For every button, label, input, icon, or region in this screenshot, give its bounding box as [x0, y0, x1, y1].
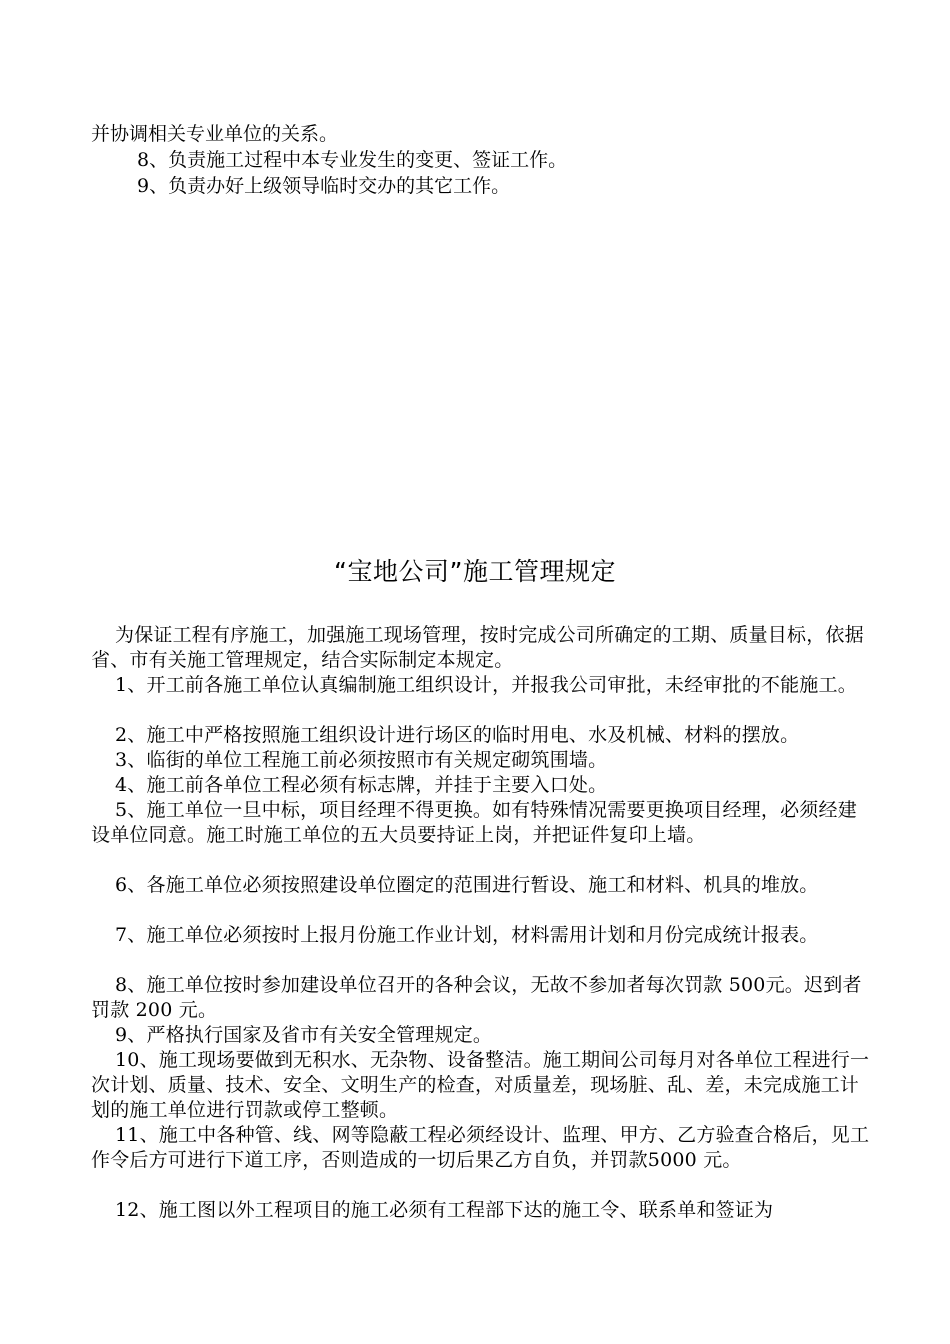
- duty-item-8: 8、负责施工过程中本专业发生的变更、签证工作。: [137, 149, 568, 171]
- regulation-item-10: 10、施工现场要做到无积水、无杂物、设备整洁。施工期间公司每月对各单位工程进行一次计划、质量、技术、安全、文明生产的检查，对质量差，现场脏、乱、差，未完成施工计划的施工单位进行罚款或停工整顿。: [91, 1049, 870, 1121]
- regulation-item-6: 6、各施工单位必须按照建设单位圈定的范围进行暂设、施工和材料、机具的堆放。: [115, 874, 819, 896]
- duty-item-9: 9、负责办好上级领导临时交办的其它工作。: [137, 175, 511, 197]
- regulation-intro: 为保证工程有序施工，加强施工现场管理，按时完成公司所确定的工期、质量目标，依据省、市有关施工管理规定，结合实际制定本规定。: [91, 624, 864, 671]
- regulation-item-11: 11、施工中各种管、线、网等隐蔽工程必须经设计、监理、甲方、乙方验查合格后，见工作令后方可进行下道工序，否则造成的一切后果乙方自负，并罚款5000 元。: [91, 1124, 870, 1171]
- regulation-item-2: 2、施工中严格按照施工组织设计进行场区的临时用电、水及机械、材料的摆放。: [115, 724, 800, 746]
- regulation-item-9: 9、严格执行国家及省市有关安全管理规定。: [115, 1024, 493, 1046]
- regulation-item-4: 4、施工前各单位工程必须有标志牌，并挂于主要入口处。: [115, 774, 608, 796]
- regulation-item-7: 7、施工单位必须按时上报月份施工作业计划，材料需用计划和月份完成统计报表。: [115, 924, 819, 946]
- regulation-item-5: 5、施工单位一旦中标，项目经理不得更换。如有特殊情况需要更换项目经理，必须经建设单位同意。施工时施工单位的五大员要持证上岗，并把证件复印上墙。: [91, 799, 857, 846]
- continued-text-line: 并协调相关专业单位的关系。: [91, 123, 339, 145]
- regulation-title: “宝地公司”施工管理规定: [334, 557, 616, 586]
- regulation-item-12: 12、施工图以外工程项目的施工必须有工程部下达的施工令、联系单和签证为: [115, 1199, 774, 1221]
- regulation-item-3: 3、临街的单位工程施工前必须按照市有关规定砌筑围墙。: [115, 749, 608, 771]
- regulation-item-8: 8、施工单位按时参加建设单位召开的各种会议，无故不参加者每次罚款 500元。迟到者罚款 200 元。: [91, 974, 862, 1021]
- regulation-item-1: 1、开工前各施工单位认真编制施工组织设计，并报我公司审批，未经审批的不能施工。: [115, 674, 857, 696]
